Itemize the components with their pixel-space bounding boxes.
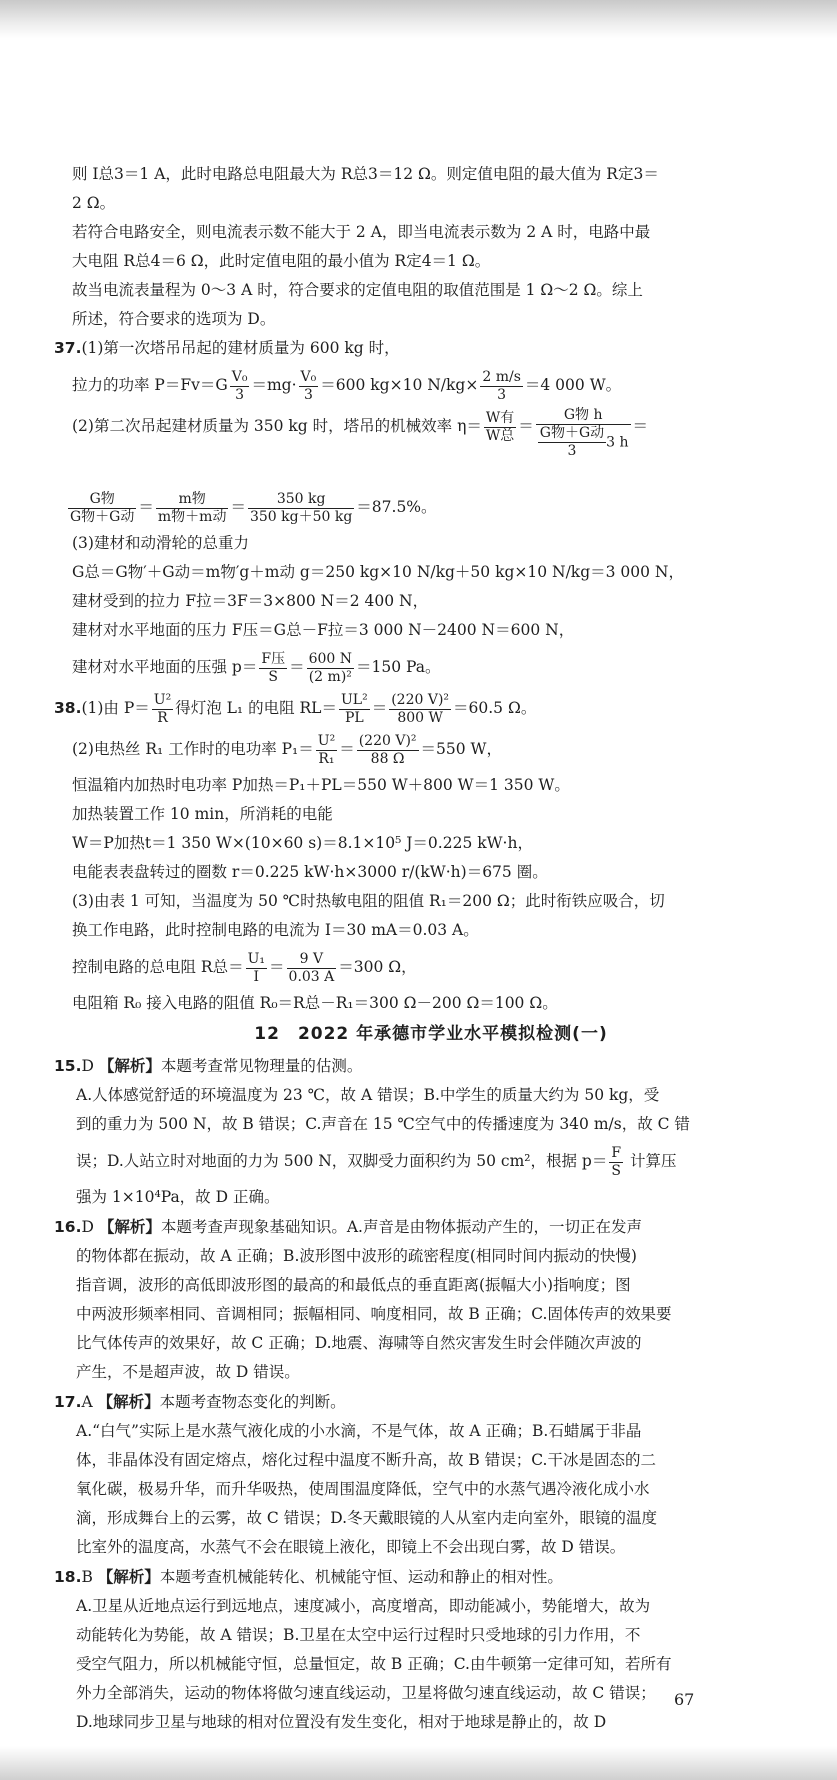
text-line: 外力全部消失，运动的物体将做匀速直线运动，卫星将做匀速直线运动，故 C 错误；	[76, 1684, 656, 1702]
question-number: 37.	[54, 339, 82, 357]
fraction: $\frac{\text{U²}}{R}$	[153, 691, 172, 726]
text-line: W＝P加热t＝1 350 W×(10×60 s)＝8.1×10⁵ J＝0.225 kW·h，	[72, 834, 533, 852]
text-line: 产生，不是超声波，故 D 错误。	[76, 1363, 300, 1381]
formula-line: 误；D.人站立时对地面的力为 500 N，双脚受力面积约为 50 cm²，根据 p＝ $\frac{F}{S}$ 计算压	[76, 1144, 677, 1179]
section-title: 12 2022 年承德市学业水平模拟检测(一)	[254, 1024, 608, 1044]
answer-16: 16.D 【解析】本题考查声现象基础知识。A.声音是由物体振动产生的，一切正在发声 的物体都在振动，故 A 正确；B.波形图中波形的疏密程度(相同时间内振动的快慢) 指音调，波形的高低即波形图的最高的和最低点的垂直距离(振幅大小)指响度；图 中两波形频率相同、音调相同；振幅相同、响度相同，故 B 正确；C.固体传声的效果要 比气体传声的效果好，故 C 正确；D.地震、海啸等自然灾害发生时会伴随次声波的 产生，不是超声波，故 D 错误。	[66, 1212, 796, 1387]
formula-line: (2)第二次吊起建材质量为 350 kg 时，塔吊的机械效率 η＝ $\frac{\text{W有}}{\text{W总}}$ ＝ G物 h $\frac{\text{G物＋G动}}{3}$ 3 h ＝	[72, 407, 649, 459]
text-line: 中两波形频率相同、音调相同；振幅相同、响度相同，故 B 正确；C.固体传声的效果要	[76, 1305, 672, 1323]
text-line: 到的重力为 500 N，故 B 错误；C.声音在 15 ℃空气中的传播速度为 340 m/s，故 C 错	[76, 1115, 690, 1133]
text-line: 氧化碳，极易升华，而升华吸热，使周围温度降低，空气中的水蒸气遇冷液化成小水	[76, 1480, 650, 1498]
text-line: 体，非晶体没有固定熔点，熔化过程中温度不断升高，故 B 错误；C.干冰是固态的二	[76, 1451, 656, 1469]
question-number: 18.	[54, 1568, 82, 1586]
text-line: A.人体感觉舒适的环境温度为 23 ℃，故 A 错误；B.中学生的质量大约为 50 kg，受	[76, 1086, 660, 1104]
fraction: $\frac{\text{(220 V)²}}{800 W}$	[391, 691, 450, 726]
fraction: $\frac{\text{U²}}{\text{R₁}}$	[317, 732, 336, 767]
text-line: 比气体传声的效果好，故 C 正确；D.地震、海啸等自然灾害发生时会伴随次声波的	[76, 1334, 642, 1352]
text-line: 建材对水平地面的压力 F压＝G总－F拉＝3 000 N－2400 N＝600 N，	[72, 621, 575, 639]
complex-fraction: G物 h $\frac{\text{G物＋G动}}{3}$ 3 h	[536, 407, 631, 460]
text-line: A.卫星从近地点运行到远地点，速度减小，高度增高，即动能减小，势能增大，故为	[76, 1597, 651, 1615]
text-line: 所述，符合要求的选项为 D。	[72, 310, 276, 328]
answer-38	[54, 689, 796, 1018]
text-line: 电阻箱 R₀ 接入电路的阻值 R₀＝R总－R₁＝300 Ω－200 Ω＝100 Ω。	[72, 994, 558, 1012]
fraction: $\frac{\text{V₀}}{3}$	[300, 368, 317, 403]
page-number: 67	[674, 1690, 695, 1709]
text-line: D.地球同步卫星与地球的相对位置没有发生变化，相对于地球是静止的，故 D	[76, 1713, 607, 1731]
top-shadow	[0, 0, 837, 38]
formula-line: $\frac{\text{G物}}{\text{G物＋G动}}$ ＝ $\frac{\text{m物}}{\text{m物＋m动}}$ ＝ $\frac{350 kg}{350 kg+50 kg}$ ＝87.5%。	[70, 490, 437, 525]
fraction: $\frac{600 N}{\text{(2 m)²}}$	[308, 650, 353, 685]
fraction: $\frac{2 m/s}{3}$	[482, 368, 521, 403]
text-line: 强为 1×10⁴Pa，故 D 正确。	[76, 1188, 280, 1206]
fraction: $\frac{F}{S}$	[611, 1144, 622, 1179]
answer-37	[54, 334, 796, 686]
answer-18: 18.B 【解析】本题考查机械能转化、机械能守恒、运动和静止的相对性。 A.卫星从近地点运行到远地点，速度减小，高度增高，即动能减小，势能增大，故为 动能转化为势能，故 A 错误；B.卫星在太空中运行过程时只受地球的引力作用，不 受空气阻力，所以机械能守恒，总量恒定，故 B 正确；C.由牛顿第一定律可知，若所有 外力全部消失，运动的物体将做匀速直线运动，卫星将做匀速直线运动，故 C 错误； D.地球同步卫星与地球的相对位置没有发生变化，相对于地球是静止的，故 D	[66, 1562, 796, 1737]
text-line: 2 Ω。	[72, 194, 116, 212]
answer-15: 15.D 【解析】本题考查常见物理量的估测。 A.人体感觉舒适的环境温度为 23 ℃，故 A 错误；B.中学生的质量大约为 50 kg，受 到的重力为 500 N，故 B 错误；C.声音在 15 ℃空气中的传播速度为 340 m/s，故 C 错 误；D.人站立时对地面的力为 500 N，双脚受力面积约为 50 cm²，根据 p＝ $\frac{F}{S}$ 计算压 强为 1×10⁴Pa，故 D 正确。	[66, 1051, 796, 1212]
fraction: $\frac{\text{U₁}}{I}$	[247, 950, 266, 985]
text-line: (1)第一次塔吊吊起的建材质量为 600 kg 时，	[81, 339, 400, 357]
formula-line: 38.(1)由 P＝ $\frac{\text{U²}}{R}$ 得灯泡 L₁ 的电阻 RL＝ $\frac{\text{UL²}}{PL}$ ＝ $\frac{\text{(220 V)²}}{800 W}$ ＝60.5 Ω。	[54, 691, 537, 726]
text-line: 比室外的温度高，水蒸气不会在眼镜上液化，即镜上不会出现白雾，故 D 错误。	[76, 1538, 626, 1556]
question-number: 16.	[54, 1218, 82, 1236]
fraction: $\frac{350 kg}{350 kg+50 kg}$	[249, 490, 353, 525]
document-page	[54, 160, 796, 1737]
text-line: 换工作电路，此时控制电路的电流为 I＝30 mA＝0.03 A。	[72, 921, 479, 939]
text-line: 恒温箱内加热时电功率 P加热＝P₁＋PL＝550 W＋800 W＝1 350 W。	[72, 776, 570, 794]
text-line: 的物体都在振动，故 A 正确；B.波形图中波形的疏密程度(相同时间内振动的快慢)	[76, 1247, 637, 1265]
analysis-tag: 【解析】	[98, 1056, 161, 1075]
text-line: 加热装置工作 10 min，所消耗的电能	[72, 805, 333, 823]
fraction: $\frac{\text{G物}}{\text{G物＋G动}}$	[70, 490, 135, 525]
fraction: $\frac{9 V}{0.03 A}$	[288, 950, 335, 985]
fraction: $\frac{\text{F压}}{S}$	[261, 650, 286, 685]
question-number: 17.	[54, 1393, 82, 1411]
text-line: 故当电流表量程为 0～3 A 时，符合要求的定值电阻的取值范围是 1 Ω～2 Ω。综上	[72, 281, 643, 299]
fraction: $\frac{\text{V₀}}{3}$	[231, 368, 248, 403]
text-line: 受空气阻力，所以机械能守恒，总量恒定，故 B 正确；C.由牛顿第一定律可知，若所有	[76, 1655, 672, 1673]
analysis-tag: 【解析】	[98, 1217, 161, 1236]
fraction: $\frac{\text{UL²}}{PL}$	[340, 691, 368, 726]
answer-17: 17.A 【解析】本题考查物态变化的判断。 A.“白气”实际上是水蒸气液化成的小水滴，不是气体，故 A 正确；B.石蜡属于非晶 体，非晶体没有固定熔点，熔化过程中温度不断升高，故 B 错误；C.干冰是固态的二 氧化碳，极易升华，而升华吸热，使周围温度降低，空气中的水蒸气遇冷液化成小水 滴，形成舞台上的云雾，故 C 错误；D.冬天戴眼镜的人从室内走向室外，眼镜的温度 比室外的温度高，水蒸气不会在眼镜上液化，即镜上不会出现白雾，故 D 错误。	[66, 1387, 796, 1562]
question-number: 15.	[54, 1057, 82, 1075]
text-line: (3)由表 1 可知，当温度为 50 ℃时热敏电阻的阻值 R₁＝200 Ω；此时衔铁应吸合，切	[72, 892, 665, 910]
text-line: 滴，形成舞台上的云雾，故 C 错误；D.冬天戴眼镜的人从室内走向室外，眼镜的温度	[76, 1509, 658, 1527]
text-line: 则 I总3＝1 A，此时电路总电阻最大为 R总3＝12 Ω。则定值电阻的最大值为 R定3＝	[72, 165, 659, 183]
fraction: $\frac{\text{(220 V)²}}{88 \Omega}$	[358, 732, 417, 767]
text-line: 动能转化为势能，故 A 错误；B.卫星在太空中运行过程时只受地球的引力作用，不	[76, 1626, 641, 1644]
text-line: (3)建材和动滑轮的总重力	[72, 534, 249, 552]
text-line: 指音调，波形的高低即波形图的最高的和最低点的垂直距离(振幅大小)指响度；图	[76, 1276, 631, 1294]
formula-line: 控制电路的总电阻 R总＝ $\frac{\text{U₁}}{I}$ ＝ $\frac{9 V}{0.03 A}$ ＝300 Ω，	[72, 950, 417, 985]
text-line: 若符合电路安全，则电流表示数不能大于 2 A，即当电流表示数为 2 A 时，电路中最	[72, 223, 651, 241]
formula-line: (2)电热丝 R₁ 工作时的电功率 P₁＝ $\frac{\text{U²}}{\text{R₁}}$ ＝ $\frac{\text{(220 V)²}}{88 \Omega}$ ＝550 W，	[72, 732, 502, 767]
formula-line: 拉力的功率 P＝Fv＝G $\frac{\text{V₀}}{3}$ ＝mg· $\frac{\text{V₀}}{3}$ ＝600 kg×10 N/kg× $\frac{2 m/s}{3}$ ＝4 000 W。	[72, 368, 622, 403]
text-line: 建材受到的拉力 F拉＝3F＝3×800 N＝2 400 N，	[72, 592, 429, 610]
formula-line: 建材对水平地面的压强 p＝ $\frac{\text{F压}}{S}$ ＝ $\frac{600 N}{\text{(2 m)²}}$ ＝150 Pa。	[72, 650, 441, 685]
text-line: 大电阻 R总4＝6 Ω，此时定值电阻的最小值为 R定4＝1 Ω。	[72, 252, 491, 270]
text-line: G总＝G物′＋G动＝m物′g＋m动 g＝250 kg×10 N/kg＋50 kg×10 N/kg＝3 000 N，	[72, 563, 684, 581]
analysis-tag: 【解析】	[97, 1567, 160, 1586]
text-line: A.“白气”实际上是水蒸气液化成的小水滴，不是气体，故 A 正确；B.石蜡属于非晶	[76, 1422, 642, 1440]
question-number: 38.	[54, 699, 82, 717]
fraction: $\frac{\text{m物}}{\text{m物＋m动}}$	[157, 490, 227, 525]
text-line: 电能表表盘转过的圈数 r＝0.225 kW·h×3000 r/(kW·h)＝675 圈。	[72, 863, 548, 881]
analysis-tag: 【解析】	[97, 1392, 160, 1411]
fraction: $\frac{\text{W有}}{\text{W总}}$	[485, 409, 515, 444]
bottom-shadow	[0, 1746, 837, 1780]
